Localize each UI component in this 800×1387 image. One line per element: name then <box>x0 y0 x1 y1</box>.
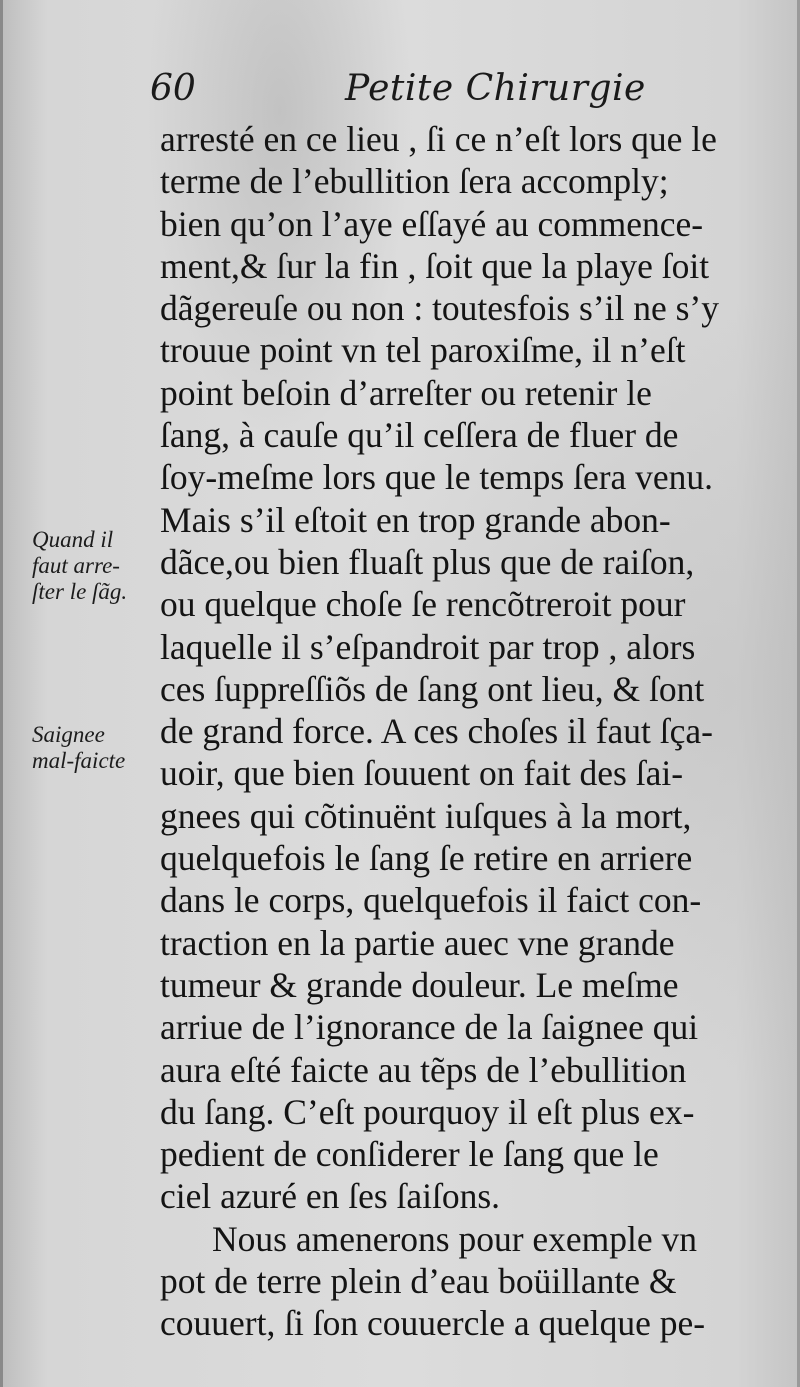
page-header <box>150 68 750 120</box>
text-line: ciel azuré en ſes ſaiſons. <box>160 1176 501 1217</box>
body-text <box>160 118 760 1345</box>
margin-note-quand-il-faut <box>32 527 127 605</box>
text-line: laquelle il s’eſpandroit par trop , alors <box>160 626 696 667</box>
text-line: de grand force. A ces choſes il faut ſça- <box>160 711 713 752</box>
text-line: trouue point vn tel paroxiſme, il n’eſt <box>160 330 686 371</box>
text-line: ces ſuppreſſiõs de ſang ont lieu, & ſont <box>160 668 705 709</box>
text-line: ou quelque choſe ſe rencõtreroit pour <box>160 584 686 625</box>
margin-note-line: Saignee <box>32 722 105 747</box>
running-title: Petite Chirurgie <box>345 68 646 109</box>
margin-note-line: faut arre- <box>32 553 120 578</box>
text-line: du ſang. C’eſt pourquoy il eſt plus ex- <box>160 1091 695 1132</box>
text-line: Mais s’il eſtoit en trop grande abon- <box>160 499 671 540</box>
text-line: dãgereuſe ou non : toutesfois s’il ne s’y <box>160 288 720 329</box>
text-line: ſang, à cauſe qu’il ceſſera de fluer de <box>160 415 679 456</box>
margin-note-line: Quand il <box>32 527 114 552</box>
text-line: traction en la partie auec vne grande <box>160 922 675 963</box>
text-line: arriue de l’ignorance de la ſaignee qui <box>160 1007 699 1048</box>
text-line: quelquefois le ſang ſe retire en arriere <box>160 838 693 879</box>
text-line: dãce,ou bien fluaſt plus que de raiſon, <box>160 541 695 582</box>
paragraph-start-line: Nous amenerons pour exemple vn <box>212 1218 698 1259</box>
text-line: point beſoin d’arreſter ou retenir le <box>160 372 652 413</box>
text-line: uoir, que bien ſouuent on fait des ſai- <box>160 753 684 794</box>
text-line: pedient de conſiderer le ſang que le <box>160 1134 659 1175</box>
page-number: 60 <box>150 68 196 109</box>
text-line: tumeur & grande douleur. Le meſme <box>160 964 679 1005</box>
margin-note-line: ſter le ſãg. <box>32 579 128 604</box>
margin-note-line: mal-faicte <box>32 748 126 773</box>
margin-note-saignee <box>32 722 125 774</box>
text-line: terme de l’ebullition ſera accomply; <box>160 161 669 202</box>
text-line: aura eſté faicte au tẽps de l’ebullition <box>160 1049 687 1090</box>
text-line: ſoy-meſme lors que le temps ſera venu. <box>160 457 714 498</box>
text-line: bien qu’on l’aye eſſayé au commence- <box>160 203 704 244</box>
text-line: dans le corps, quelquefois il faict con- <box>160 880 702 921</box>
text-line: ment,& ſur la fin , ſoit que la playe ſoit <box>160 245 710 286</box>
text-line: gnees qui cõtinuënt iuſques à la mort, <box>160 795 692 836</box>
text-line: pot de terre plein d’eau boüillante & <box>160 1261 677 1302</box>
text-line: couuert, ſi ſon couuercle a quelque pe- <box>160 1303 706 1344</box>
text-line: arresté en ce lieu , ſi ce n’eſt lors que le <box>160 119 717 159</box>
